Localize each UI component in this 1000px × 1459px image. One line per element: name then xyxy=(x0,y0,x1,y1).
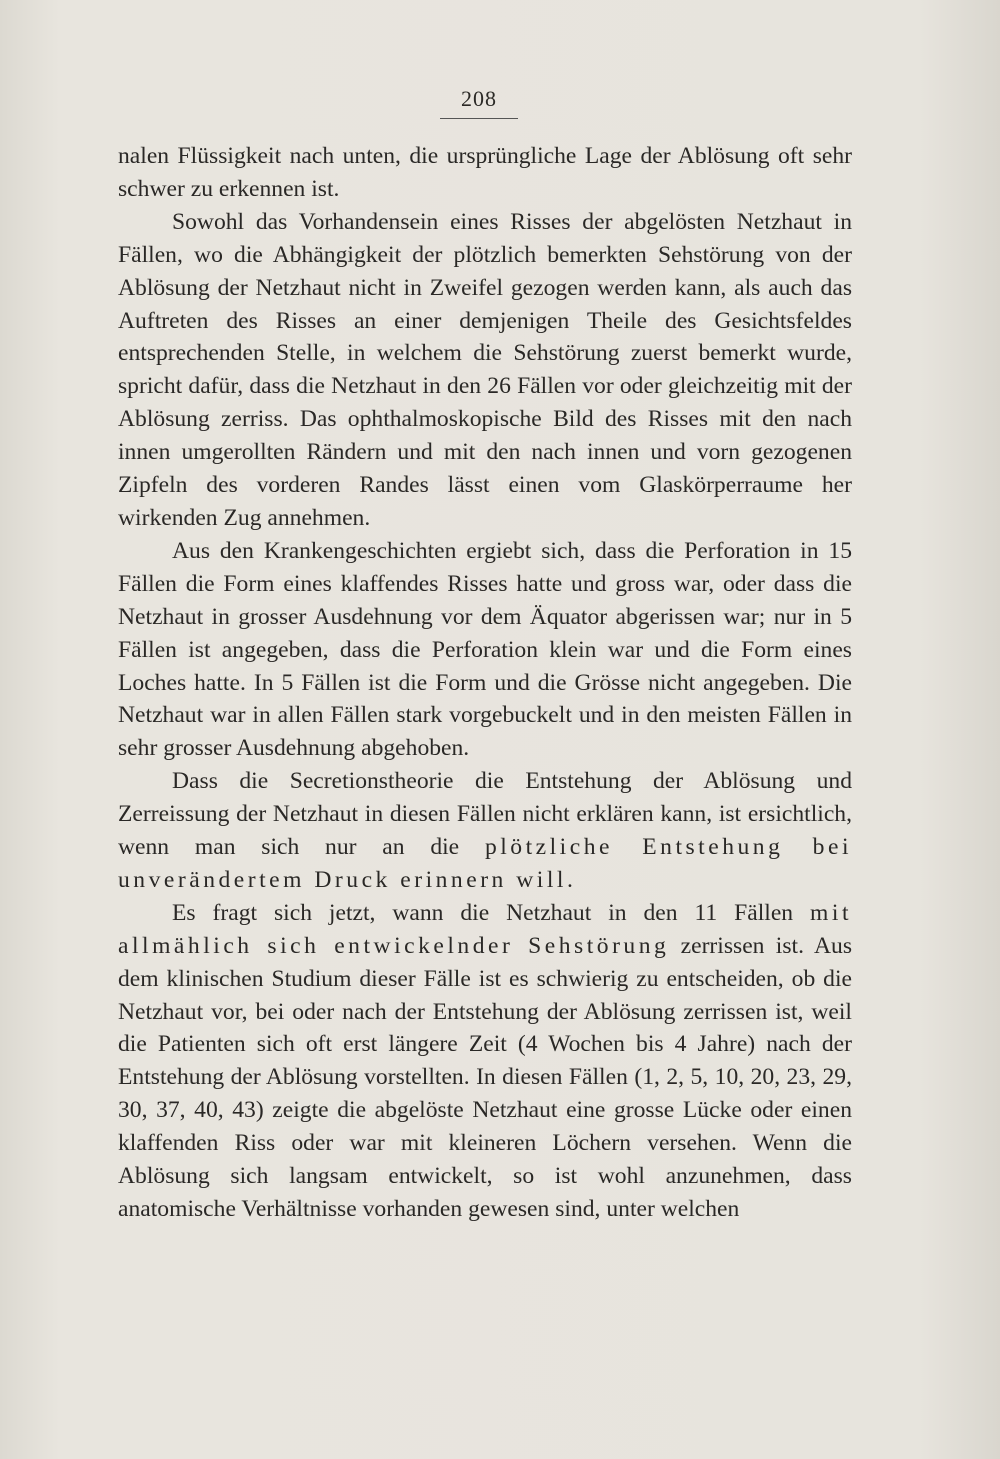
paragraph xyxy=(118,535,852,765)
paragraph xyxy=(118,206,852,535)
spaced-emphasis: plötzliche Entstehung bei unverändertem Druck erinnern will. xyxy=(118,834,852,893)
text-run: nalen Flüssigkeit nach unten, die ursprüngliche Lage der Ablösung oft sehr schwer zu erkennen ist. xyxy=(118,143,852,202)
paragraph xyxy=(118,140,852,206)
spaced-emphasis: mit allmählich sich entwickelnder Sehstörung xyxy=(118,899,852,959)
body-text xyxy=(118,140,852,1226)
text-run: Dass die Secretionstheorie die Entstehung der Ablösung und Zerreissung der Netzhaut in diesen Fällen nicht erklären kann, ist ersichtlich, wenn man sich nur an die xyxy=(118,768,852,861)
paragraph xyxy=(118,765,852,897)
text-run: zerrissen ist. Aus dem klinischen Studium dieser Fälle ist es schwierig zu entscheiden, ob die Netzhaut vor, bei oder nach der Entstehung der Ablösung zerrissen ist, weil die Patienten sich oft erst längere Zeit (4 Wochen bis 4 Jahre) nach der Entstehung der Ablösung vorstellten. In diesen Fällen (1, 2, 5, 10, 20, 23, 29, 30, 37, 40, 43) zeigte die abgelöste Netzhaut eine grosse Lücke oder einen klaffenden Riss oder war mit kleineren Löchern versehen. Wenn die Ablösung sich langsam entwickelt, so ist wohl anzunehmen, dass anatomische Verhältnisse vorhanden gewesen sind, unter welchen xyxy=(118,932,853,1222)
text-run: Aus den Krankengeschichten ergiebt sich, dass die Perforation in 15 Fällen die Form eines klaffendes Risses hatte und gross war, oder dass die Netzhaut in grosser Ausdehnung vor dem Äquator abgerissen war; nur in 5 Fällen ist angegeben, dass die Perforation klein war und die Form eines Loches hatte. In 5 Fällen ist die Form und die Grösse nicht angegeben. Die Netzhaut war in allen Fällen stark vorgebuckelt und in den meisten Fällen in sehr grosser Ausdehnung abgehoben. xyxy=(118,537,852,762)
text-run: Es fragt sich jetzt, wann die Netzhaut in den 11 Fällen xyxy=(172,899,811,926)
paragraph xyxy=(118,897,852,1226)
page-number: 208 xyxy=(461,86,497,111)
page-number-rule xyxy=(440,118,518,119)
text-run: Sowohl das Vorhandensein eines Risses der abgelösten Netzhaut in Fällen, wo die Abhängigkeit der plötzlich bemerkten Sehstörung von der Ablösung der Netzhaut nicht in Zweifel gezogen werden kann, als auch das Auftreten des Risses an einer demjenigen Theile des Gesichtsfeldes entsprechenden Stelle, in welchem die Sehstörung zuerst bemerkt wurde, spricht dafür, dass die Netzhaut in den 26 Fällen vor oder gleichzeitig mit der Ablösung zerriss. Das ophthalmoskopische Bild des Risses mit den nach innen umgerollten Rändern und mit den nach innen und vorn gezogenen Zipfeln des vorderen Randes lässt einen vom Glaskörperraume her wirkenden Zug annehmen. xyxy=(118,208,852,531)
